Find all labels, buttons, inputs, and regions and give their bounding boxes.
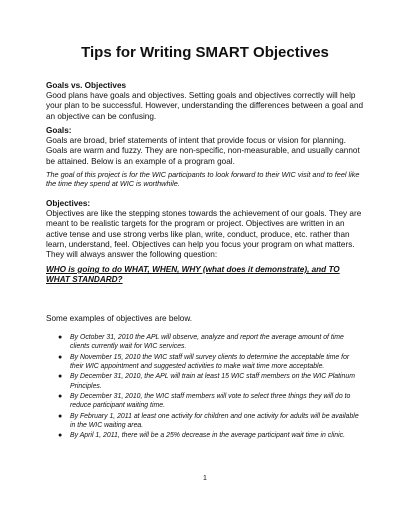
goals-vs-objectives-body: Good plans have goals and objectives. Setting goals and objectives correctly will help your plan to be successful. However, understanding the differences between a goal and an objective can be confusing. [46,91,364,121]
bullet-icon: ● [58,432,63,440]
objective-example-text: By April 1, 2011, there will be a 25% decrease in the average participant wait time in clinic. [70,432,346,440]
list-item [58,333,364,352]
list-item [58,412,364,431]
bullet-icon: ● [58,334,63,341]
examples-intro: Some examples of objectives are below. [46,314,193,323]
list-item [58,353,364,372]
bullet-icon: ● [58,412,63,420]
bullet-icon: ● [58,353,63,361]
objectives-question: WHO is going to do WHAT, WHEN, WHY (what does it demonstrate), and TO WHAT STANDARD? [46,265,340,285]
objective-example-text: By December 31, 2010, the APL will train at least 15 WIC staff members on the WIC Platinum Principles. [70,373,355,390]
objective-examples-list [58,333,364,442]
objective-example-text: By November 15, 2010 the WIC staff will survey clients to determine the acceptable time for their WIC appointment and suggested activities to make wait time more acceptable. [70,353,350,370]
list-item [58,392,364,411]
goals-heading: Goals: [46,126,72,135]
bullet-icon: ● [58,373,63,381]
list-item [58,372,364,391]
goals-body: Goals are broad, brief statements of intent that provide focus or vision for planning. Goals are warm and fuzzy. They are non-specific, non-measurable, and usually cannot be attained. Below is an example of a program goal. [46,136,360,166]
objective-example-text: By October 31, 2010 the APL will observe, analyze and report the average amount of time clients currently wait for WIC services. [70,334,344,351]
goal-example: The goal of this project is for the WIC participants to look forward to their WIC visit and to feel like the time they spend at WIC is worthwhile. [46,170,360,189]
goals-vs-objectives-heading: Goals vs. Objectives [46,81,127,90]
objectives-heading: Objectives: [46,199,91,208]
objective-example-text: By December 31, 2010, the WIC staff members will vote to select three things they will do to reduce participant waiting time. [70,393,351,410]
page-title: Tips for Writing SMART Objectives [81,44,329,61]
bullet-icon: ● [58,393,63,401]
objective-example-text: By February 1, 2011 at least one activity for children and one activity for adults will be available in the WIC waiting area. [70,412,359,430]
list-item [58,431,364,440]
objectives-body: Objectives are like the stepping stones towards the achievement of our goals. They are meant to be realistic targets for the program or project. Objectives are written in an active tense and use strong verbs like plan, write, conduct, produce, etc. rather than learn, understand, feel. Objectives can help you focus your program on what matters. They will always answer the following question: [46,209,362,260]
page-number: 1 [203,475,207,482]
